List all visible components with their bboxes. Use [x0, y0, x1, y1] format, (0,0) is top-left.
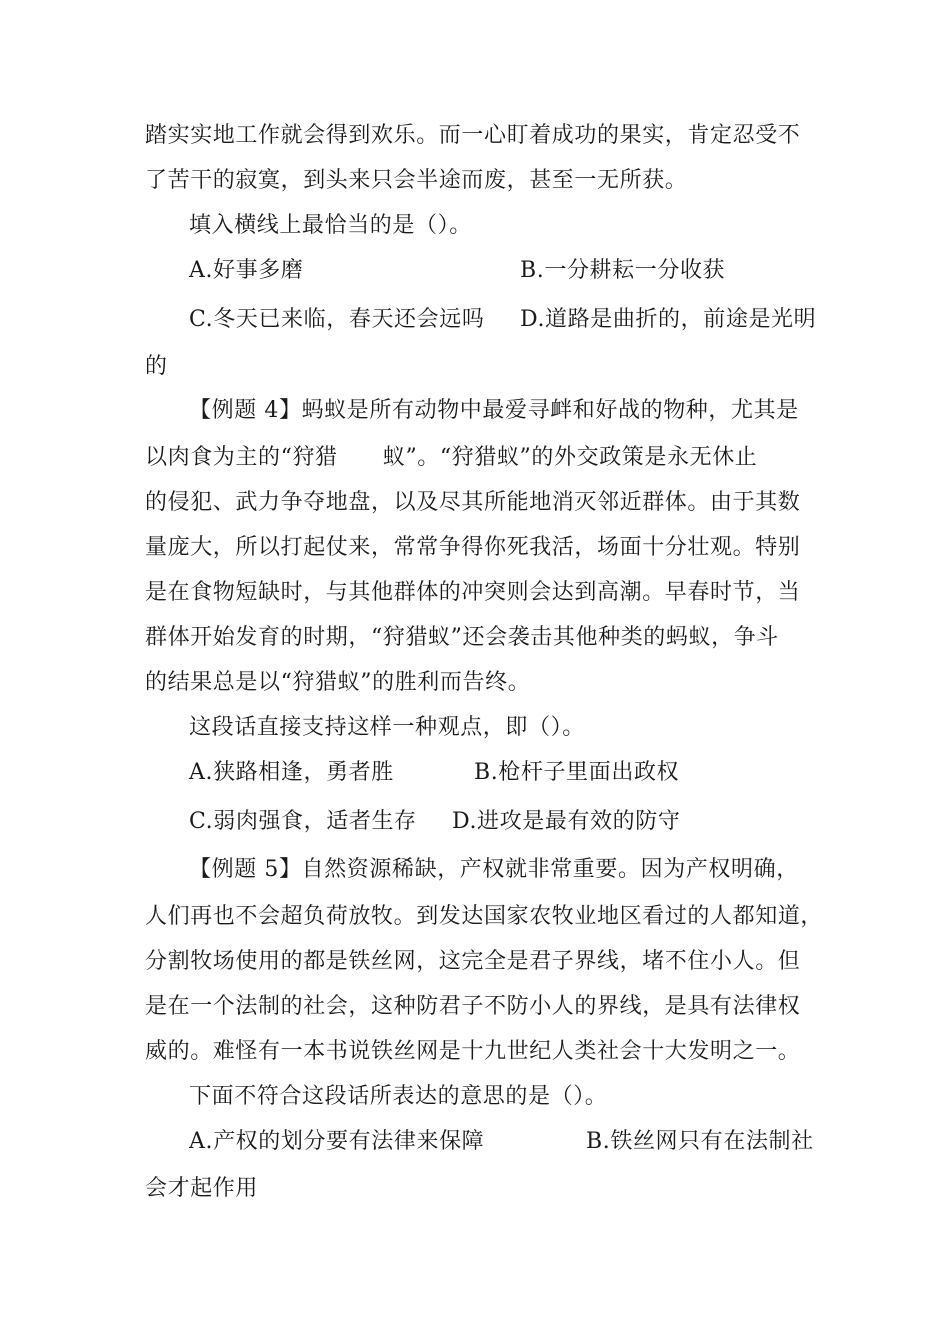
paragraph-line: 踏实实地工作就会得到欢乐。而一心盯着成功的果实，肯定忍受不 — [145, 123, 801, 148]
option-b: B.铁丝网只有在法制社 — [586, 1129, 814, 1154]
paragraph-line: 是在食物短缺时，与其他群体的冲突则会达到高潮。早春时节，当 — [145, 580, 801, 605]
question-prompt: 下面不符合这段话所表达的意思的是（）。 — [189, 1084, 608, 1109]
paragraph-line: 是在一个法制的社会，这种防君子不防小人的界线，是具有法律权 — [145, 994, 801, 1019]
paragraph-line: 以肉食为主的“狩猎 蚁”。“狩猎蚁”的外交政策是永无休止 — [145, 445, 758, 470]
paragraph-line: 的结果总是以“狩猎蚁”的胜利而告终。 — [145, 670, 531, 695]
paragraph-line: 量庞大，所以打起仗来，常常争得你死我活，场面十分壮观。特别 — [145, 535, 801, 560]
paragraph-line: 人们再也不会超负荷放牧。到发达国家农牧业地区看过的人都知道， — [145, 904, 824, 929]
example-5-heading-line: 【例题 5】自然资源稀缺，产权就非常重要。因为产权明确， — [189, 857, 799, 882]
example-4-heading-line: 【例题 4】蚂蚁是所有动物中最爱寻衅和好战的物种，尤其是 — [189, 398, 799, 423]
option-a: A.狭路相逢，勇者胜 — [189, 760, 394, 785]
option-c: C.弱肉强食，适者生存 — [189, 809, 417, 834]
option-b-continuation: 会才起作用 — [145, 1176, 259, 1201]
question-prompt: 填入横线上最恰当的是（）。 — [189, 213, 472, 238]
option-a: A.好事多磨 — [189, 258, 304, 283]
paragraph-line: 群体开始发育的时期，“狩猎蚁”还会袭击其他种类的蚂蚁，争斗 — [145, 625, 779, 650]
option-b: B.枪杆子里面出政权 — [474, 760, 680, 785]
option-d: D.进攻是最有效的防守 — [452, 809, 681, 834]
option-c: C.冬天已来临，春天还会远吗 — [189, 307, 485, 332]
option-d: D.道路是曲折的，前途是光明 — [520, 307, 817, 332]
paragraph-line: 了苦干的寂寞，到头来只会半途而废，甚至一无所获。 — [145, 168, 688, 193]
paragraph-line: 分割牧场使用的都是铁丝网，这完全是君子界线，堵不住小人。但 — [145, 949, 801, 974]
question-prompt: 这段话直接支持这样一种观点，即（）。 — [189, 715, 585, 740]
paragraph-line: 威的。难怪有一本书说铁丝网是十九世纪人类社会十大发明之一。 — [145, 1039, 801, 1064]
option-d-continuation: 的 — [145, 354, 168, 379]
option-b: B.一分耕耘一分收获 — [520, 258, 726, 283]
option-a: A.产权的划分要有法律来保障 — [189, 1129, 485, 1154]
paragraph-line: 的侵犯、武力争夺地盘，以及尽其所能地消灭邻近群体。由于其数 — [145, 490, 801, 515]
